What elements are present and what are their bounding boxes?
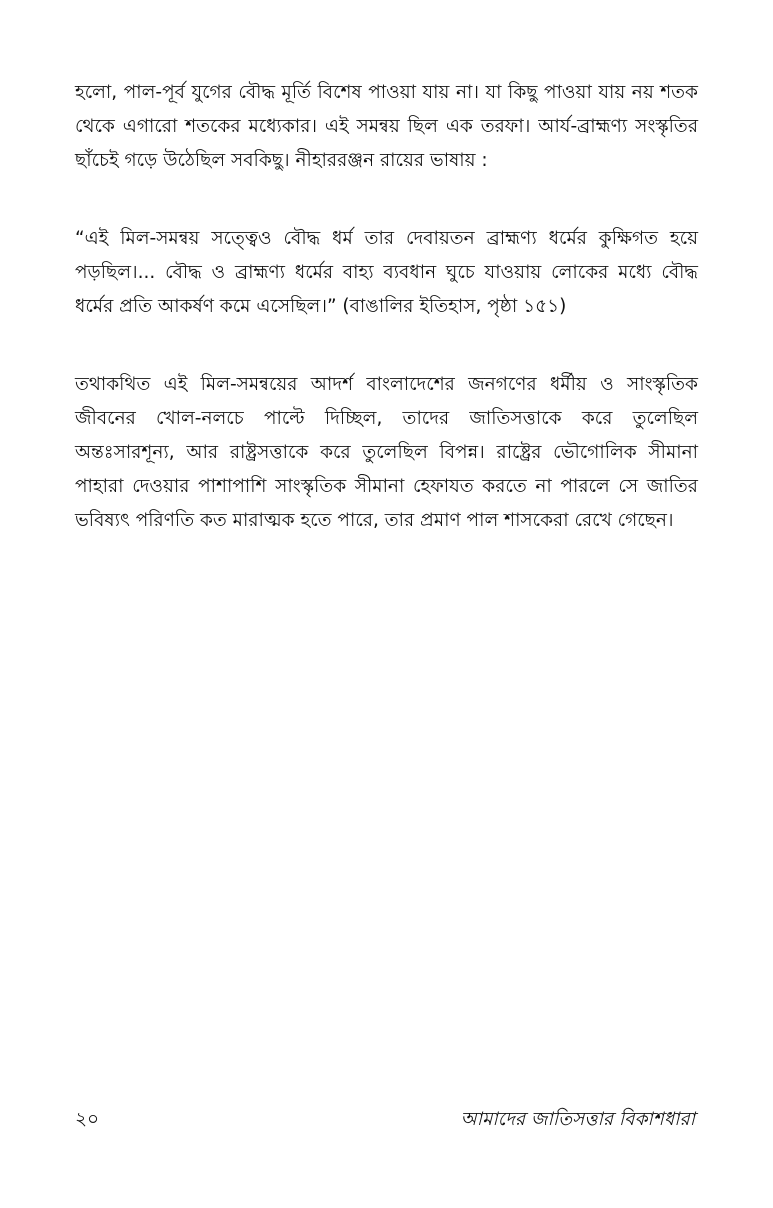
page-number: ২০ <box>75 1109 100 1130</box>
body-paragraph-1: হলো, পাল-পূর্ব যুগের বৌদ্ধ মূর্তি বিশেষ পাওয়া যায় না। যা কিছু পাওয়া যায় নয় শতক থেকে এগারো শতকের মধ্যেকার। এই সমন্বয় ছিল এক তরফা। আর্য-ব্রাহ্মণ্য সংস্কৃতির ছাঁচেই গড়ে উঠেছিল সবকিছু। নীহাররঞ্জন রায়ের ভাষায় : <box>75 82 698 171</box>
quotation-paragraph: “এই মিল-সমন্বয় সত্ত্বেও বৌদ্ধ ধর্ম তার দেবায়তন ব্রাহ্মণ্য ধর্মের কুক্ষিগত হয়ে পড়ছিল।... বৌদ্ধ ও ব্রাহ্মণ্য ধর্মের বাহ্য ব্যবধান ঘুচে যাওয়ায় লোকের মধ্যে বৌদ্ধ ধর্মের প্রতি আকর্ষণ কমে এসেছিল।” (বাঙালির ইতিহাস, পৃষ্ঠা ১৫১) <box>75 228 698 317</box>
running-title: আমাদের জাতিসত্তার বিকাশধারা <box>460 1109 695 1130</box>
page-footer <box>75 1103 695 1137</box>
body-paragraph-3: তথাকথিত এই মিল-সমন্বয়ের আদর্শ বাংলাদেশের জনগণের ধর্মীয় ও সাংস্কৃতিক জীবনের খোল-নলচে পাল্টে দিচ্ছিল, তাদের জাতিসত্তাকে করে তুলেছিল অন্তঃসারশূন্য, আর রাষ্ট্রসত্তাকে করে তুলেছিল বিপন্ন। রাষ্ট্রের ভৌগোলিক সীমানা পাহারা দেওয়ার পাশাপাশি সাংস্কৃতিক সীমানা হেফাযত করতে না পারলে সে জাতির ভবিষ্যৎ পরিণতি কত মারাত্মক হতে পারে, তার প্রমাণ পাল শাসকেরা রেখে গেছেন। <box>75 374 698 531</box>
